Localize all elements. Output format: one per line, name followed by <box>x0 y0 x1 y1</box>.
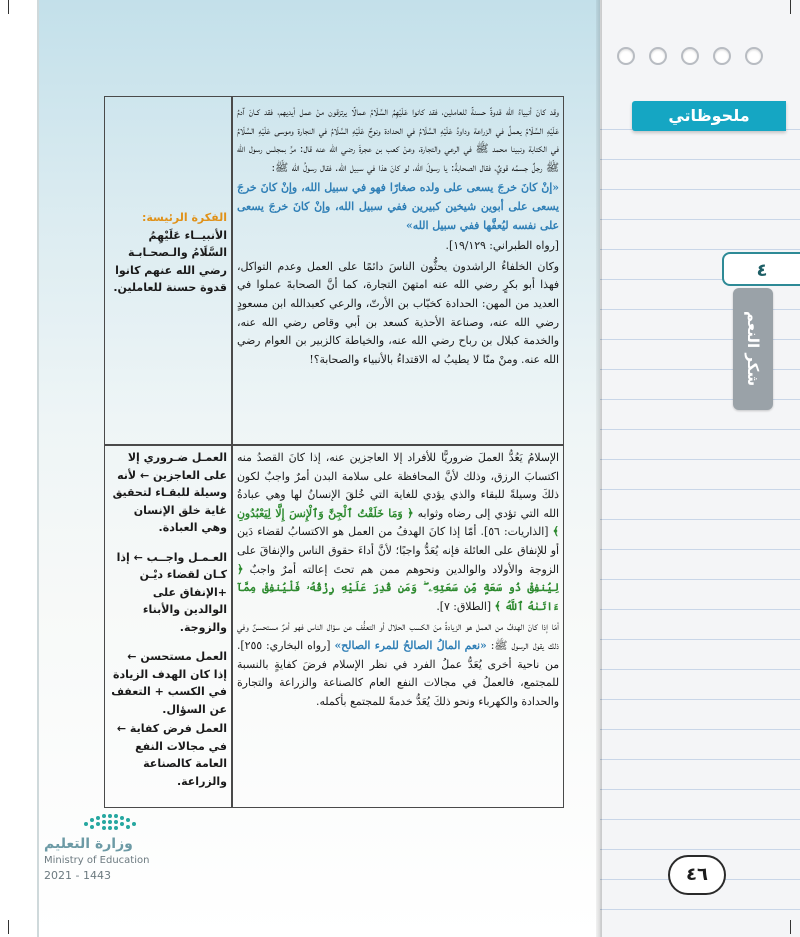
binder-ring <box>681 47 699 65</box>
paragraph: أمّا إذا كانَ الهدفُ من العمل هو الزيادةُ منَ الكسب الحلال أو التعفُّف عن سؤال الناس فهو أمرٌ مستحسنٌ وفي ذلك يقول الرسول ﷺ: <box>237 620 560 652</box>
main-idea-title: الفكرة الرئيسة: <box>141 211 227 224</box>
unit-number-tab[interactable]: ٤ <box>722 252 800 286</box>
row1-side-note <box>111 209 227 297</box>
side-note: العمل فرض كفاية ← في مجالات النفع العامة كالصناعة والزراعة. <box>116 722 227 788</box>
side-note: العمـل ضـروري إلا على العاجزين ← لأنه وسيلة للبقـاء لتحقيق غاية خلق الإنسان وهي العبادة. <box>112 451 227 534</box>
row-divider <box>105 444 563 446</box>
paragraph: [رواه البخاري: ٢٥٥]. من ناحية أخرى يُعَدُّ عملُ الفرد في نظر الإسلام فرضَ كفايةٍ بالنسبة للمجتمع، فالعملُ في مجالات النفع العام كالصناعة والزراعة والتجارة والحدادة والكهرباء ونحو ذلكَ يُعَدُّ خدمةً للمجتمع بأكمله. <box>237 638 559 708</box>
notes-panel <box>600 0 800 937</box>
crop-mark <box>790 920 791 934</box>
binder-ring <box>713 47 731 65</box>
column-divider <box>231 97 233 807</box>
citation: [الطلاق: ٧]. <box>436 599 492 613</box>
notes-label: ملحوظاتي <box>632 101 786 131</box>
notes-shadow <box>596 0 602 937</box>
quran-verse: ﴿ لِيُنفِقْ ذُو سَعَةٍ مِّن سَعَتِهِۦ ۖ وَمَن قُدِرَ عَلَيْهِ رِزْقُهُۥ فَلْيُنفِقْ مِمَّآ ءَاتَىٰهُ ٱللَّهُ ﴾ <box>237 562 559 613</box>
paragraph: وكان الخلفاءُ الراشدون يحثُّون الناسَ دائمًا على العمل وعدم التواكل، فهذا أبو بكرٍ رضي الله عنه امتهنَ التجارة، كما أنَّ الصحابةَ عملوا في العديد من المهن: الحدادة كخبّاب بن الأرتّ، والرعي كعبدالله ابن مسعودٍ رضي الله عنه، وصناعة الأحذية كسعد بن أبي وقاص رضي الله عنه، والخدمة كبلال بن رباح رضي الله عنه، والخياطة كالزبير بن العوام رضي الله عنه. ومنْ منّا لا يطيبُ له الاقتداءُ بالأنبياء والصحابة؟! <box>237 259 559 366</box>
row2-main-text <box>237 449 559 711</box>
binder-ring <box>617 47 635 65</box>
binder-ring <box>745 47 763 65</box>
ministry-name-english: Ministry of Education <box>44 855 150 866</box>
page-edge <box>37 0 39 937</box>
quran-verse: ﴿ وَمَا خَلَقْتُ ٱلْجِنَّ وَٱلْإِنسَ إِلَّا لِيَعْبُدُونِ ﴾ <box>237 506 559 539</box>
edition-year: 2021 - 1443 <box>44 869 111 882</box>
paragraph: وقد كانَ أنبياءُ الله قدوةً حسنةً للعاملين، فقد كانوا عَلَيْهِمُ السَّلَامُ عمالًا يرتزقون منْ عمل أيديهم، فقد كـانَ آدمُ عَلَيْهِ السَّلَامُ يعملُ في الزراعة وداودُ عَلَيْهِ السَّلَامُ في الحدادة ونوحٌ عَلَيْهِ السَّلَامُ في النجارة وموسى عَلَيْهِ السَّلَامُ في الكتابة ونبينا محمد ﷺ في الرعي والتجارة، وعنْ كعب بن عجرةَ رضي الله عنه قال: مرَّ بمجلس رسول الله ﷺ رجلٌ جسمُه قويٌ، فقال الصحابةُ: يا رسولَ الله، لو كانَ هذا في سبيل الله. فقال رسولُ الله ﷺ: <box>237 105 559 174</box>
binder-ring <box>649 47 667 65</box>
main-idea-body: الأنبيــاء عَلَيْهِمُ السَّلَامُ والـصحـابـة رضي الله عنهم كانوا قدوة حسنة للعاملين. <box>113 228 227 294</box>
crop-mark <box>790 0 791 14</box>
crop-mark <box>8 0 9 14</box>
content-table <box>104 96 564 808</box>
paragraph: [الذاريات: ٥٦]. أمّا إذا كانَ الهدفُ من العمل هو الاكتسابُ لقضاء دَين أو للإنفاق على العائلة فإنه يُعَدُّ واجبًا؛ لأنَّ أداءَ حقوق الناس والإنفاقَ على الزوجة والأولاد والوالدين ونحوهم ممن هم تحتَ إعالته أمرٌ واجبٌ <box>237 525 559 576</box>
hadith-quote: «نعم المالُ الصالحُ للمرء الصالح» <box>334 638 487 652</box>
row2-side-notes <box>111 449 227 792</box>
unit-title-tab[interactable]: شكر النعم <box>733 288 773 410</box>
ministry-name-arabic: وزارة التعليم <box>44 836 133 852</box>
page-number: ٤٦ <box>668 855 726 895</box>
side-note: العمل مستحسن ← إذا كان الهدف الزيادة في الكسب + التعفف عن السؤال. <box>111 650 227 716</box>
side-note: العـمـل واجــب ← إذا كـان لقضاء ديْـن +الإنفاق على الوالدين والأبناء والزوجة. <box>116 550 227 634</box>
citation: [رواه الطبراني: ١٩/١٢٩]. <box>445 239 559 253</box>
crop-mark <box>8 920 9 934</box>
ministry-logo-icon <box>82 808 142 834</box>
paragraph: الإسلامُ يَعُدُّ العملَ ضروريًّا للأفراد إلا العاجزين عنه، إذا كانَ القصدُ منه اكتسابَ الرزق، وذلك لأنَّ المحافظة على سلامة البدن أمرٌ واجبٌ لكون ذلكَ وسيلةً للبقاء والذي يؤدي للغاية التي خُلقَ الإنسانُ لها وهي عبادةُ الله التي تؤدي إلى رضاه وثوابه <box>237 451 559 520</box>
hadith-quote: «إنْ كانَ خرجَ يسعى على ولده صغارًا فهو في سبيل الله، وإنْ كانَ خرجَ يسعى على أبوين شيخين كبيرين ففي سبيل الله، وإنْ كانَ خرجَ يسعى على نفسه ليُعفَّها ففي سبيل الله» <box>237 181 559 232</box>
row1-main-text <box>237 103 559 371</box>
